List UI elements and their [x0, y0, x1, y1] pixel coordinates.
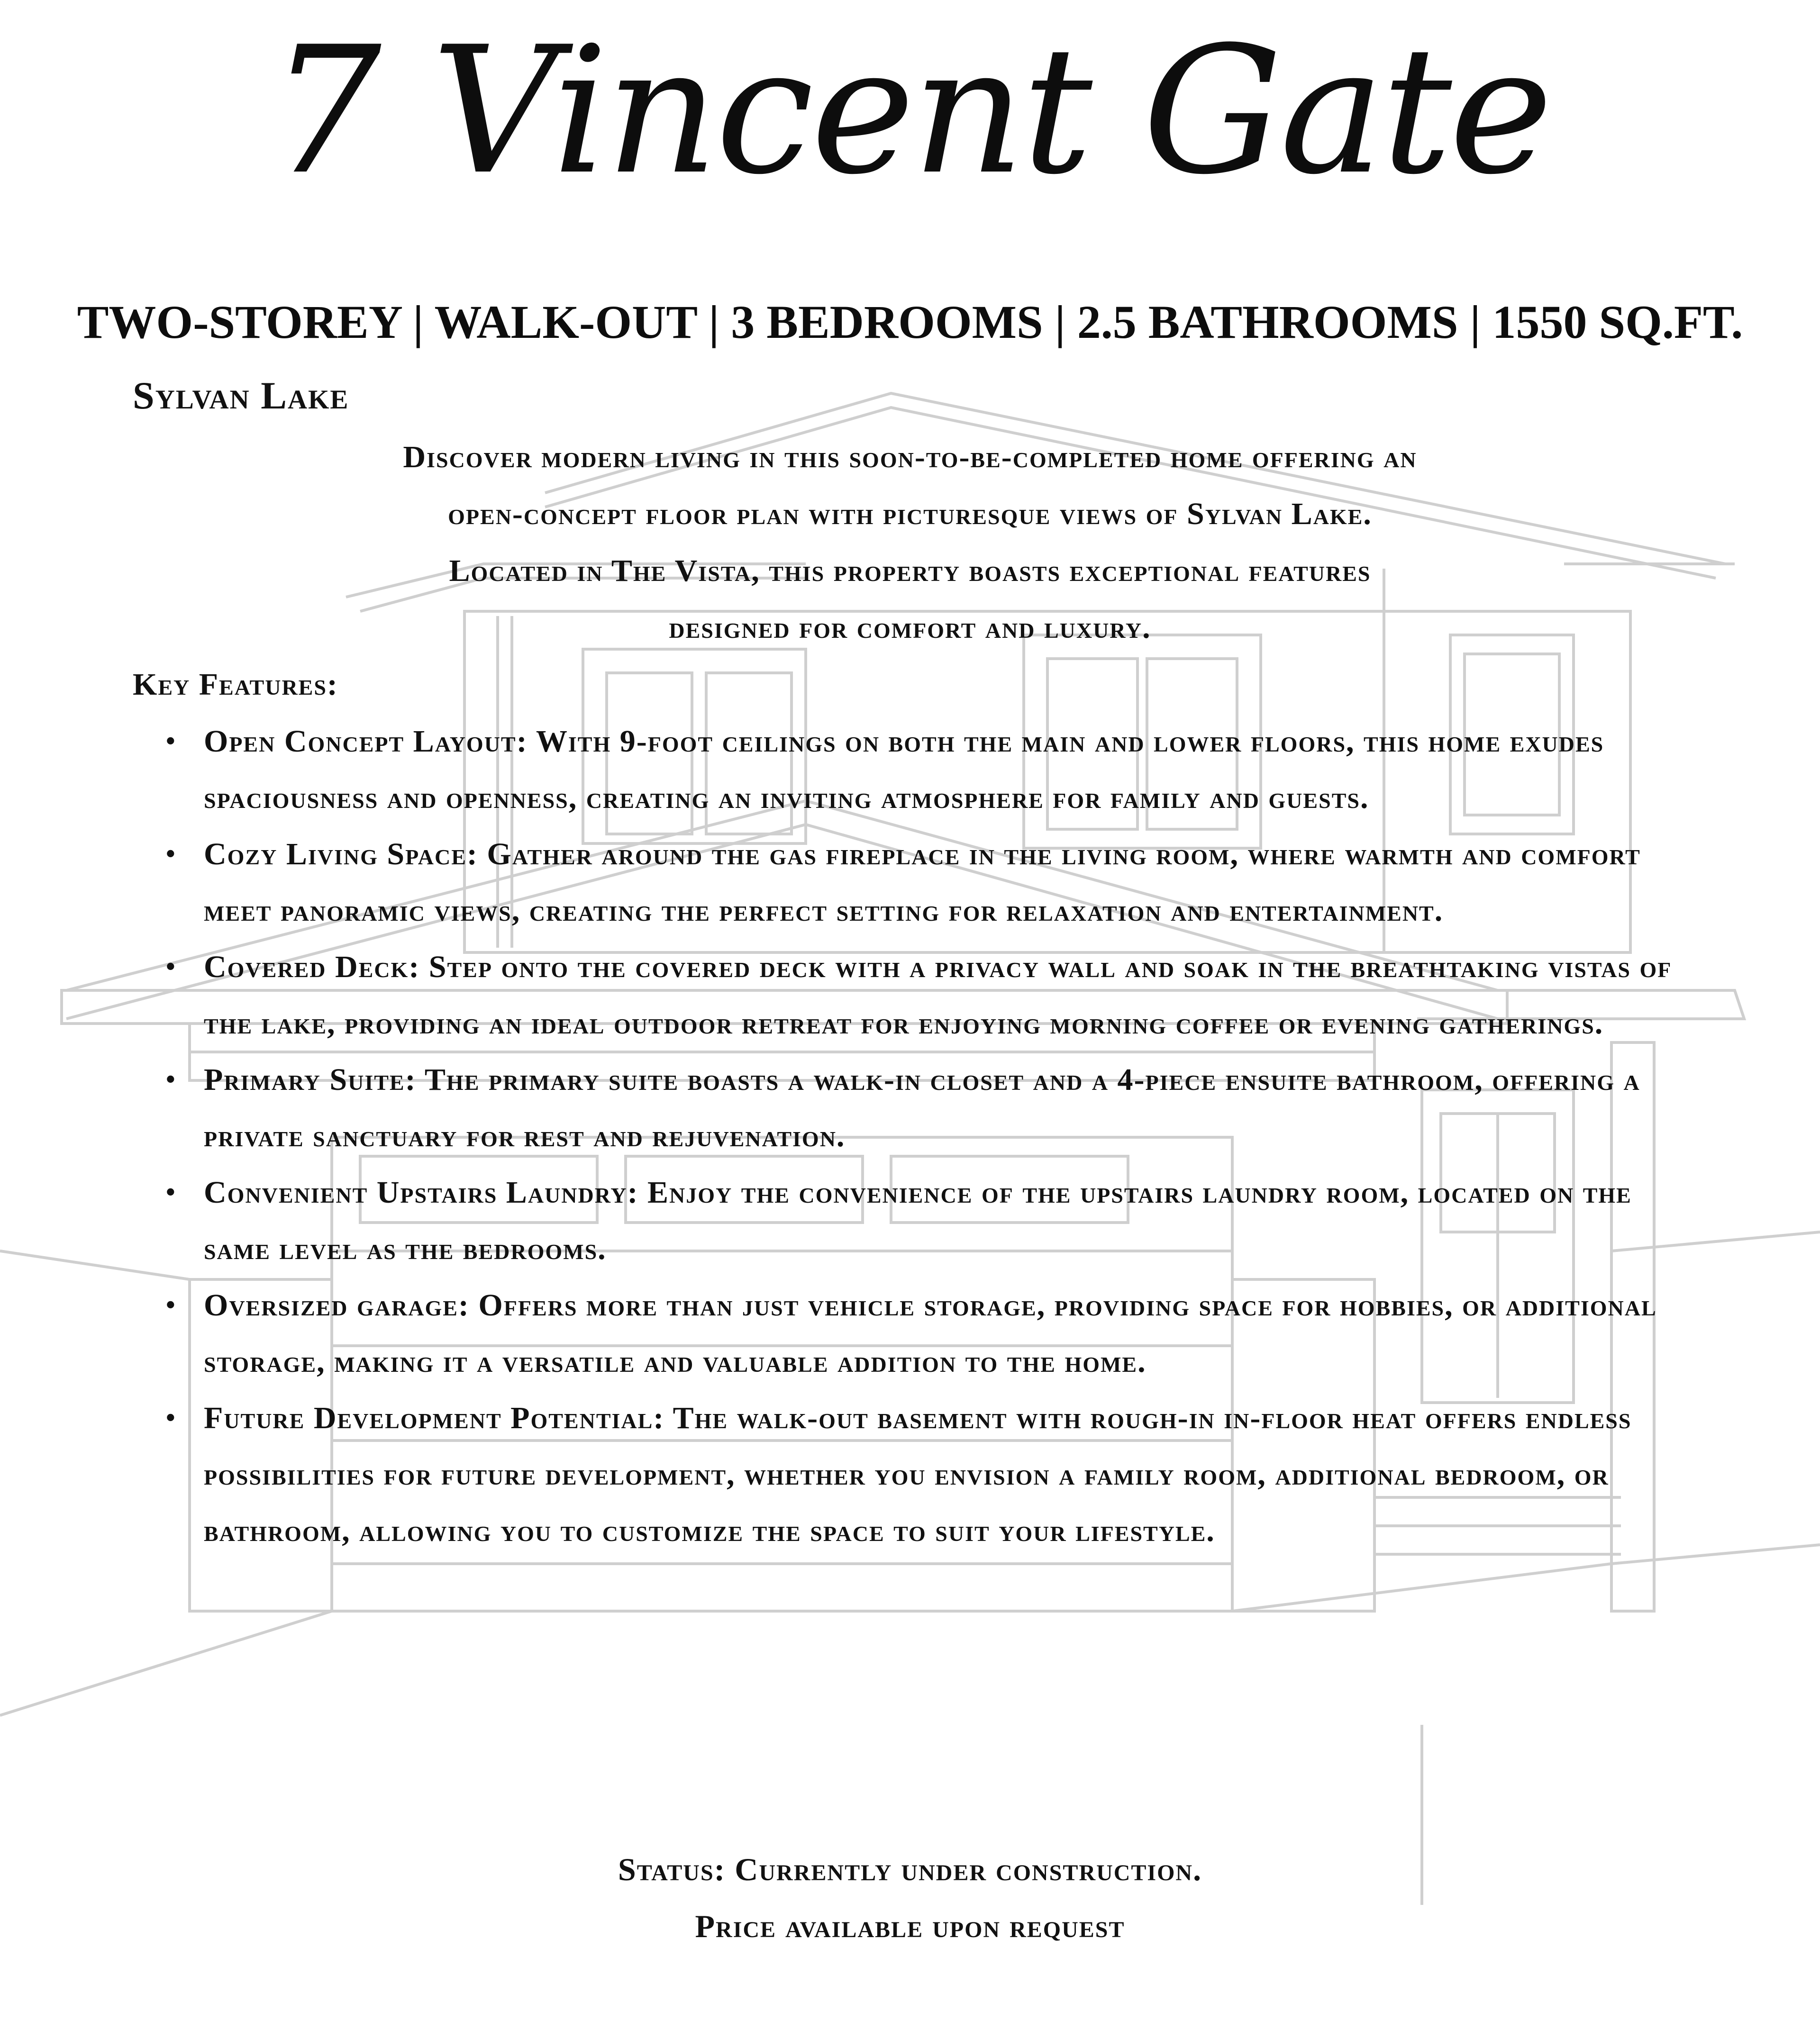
- bullet-icon: •: [166, 839, 176, 869]
- feature-label: Cozy Living Space:: [204, 837, 478, 871]
- feature-item: [166, 826, 1697, 939]
- feature-item: [166, 1390, 1697, 1559]
- feature-item: [166, 939, 1697, 1051]
- status-line: Status: Currently under construction.: [618, 1851, 1202, 1887]
- property-specs: TWO-STOREY | WALK-OUT | 3 BEDROOMS | 2.5 BATHROOMS | 1550 SQ.FT.: [77, 296, 1743, 348]
- intro-line: Located in The Vista, this property boasts exceptional features: [449, 553, 1371, 588]
- intro-paragraph: [256, 429, 1564, 656]
- feature-text: The primary suite boasts a walk-in closet and a 4-piece ensuite bathroom, offering a private sanctuary for rest and rejuvenation.: [204, 1062, 1640, 1153]
- feature-label: Primary Suite:: [204, 1062, 417, 1097]
- property-title: 7 Vincent Gate: [270, 9, 1550, 213]
- bullet-icon: •: [166, 1290, 176, 1320]
- intro-line: Discover modern living in this soon-to-be-completed home offering an: [403, 440, 1417, 474]
- feature-item: [166, 1051, 1697, 1164]
- features-list: [166, 713, 1697, 1559]
- feature-text: Offers more than just vehicle storage, providing space for hobbies, or additional storage, making it a versatile and valuable addition to the home.: [204, 1288, 1657, 1379]
- feature-text: Step onto the covered deck with a privacy wall and soak in the breathtaking vistas of the lake, providing an ideal outdoor retreat for enjoying morning coffee or evening gatherings.: [204, 950, 1672, 1041]
- feature-item: [166, 1164, 1697, 1277]
- bullet-icon: •: [166, 1403, 176, 1432]
- bullet-icon: •: [166, 952, 176, 981]
- feature-label: Covered Deck:: [204, 950, 420, 984]
- feature-label: Open Concept Layout:: [204, 724, 528, 759]
- key-features-heading: Key Features:: [133, 667, 338, 702]
- feature-item: [166, 1277, 1697, 1390]
- feature-label: Oversized garage:: [204, 1288, 470, 1323]
- bullet-icon: •: [166, 1065, 176, 1094]
- intro-line: designed for comfort and luxury.: [669, 610, 1151, 645]
- location-label: Sylvan Lake: [133, 374, 349, 417]
- feature-item: [166, 713, 1697, 826]
- intro-line: open-concept floor plan with picturesque views of Sylvan Lake.: [448, 497, 1372, 531]
- feature-text: With 9-foot ceilings on both the main and lower floors, this home exudes spaciousness and openness, creating an inviting atmosphere for family and guests.: [204, 724, 1604, 815]
- feature-text: Enjoy the convenience of the upstairs laundry room, located on the same level as the bedrooms.: [204, 1175, 1632, 1266]
- feature-label: Future Development Potential:: [204, 1401, 665, 1435]
- feature-label: Convenient Upstairs Laundry:: [204, 1175, 639, 1210]
- feature-text: Gather around the gas fireplace in the living room, where warmth and comfort meet panoramic views, creating the perfect setting for relaxation and entertainment.: [204, 837, 1641, 928]
- price-line: Price available upon request: [695, 1908, 1125, 1944]
- feature-text: The walk-out basement with rough-in in-floor heat offers endless possibilities for future development, whether you envision a family room, additional bedroom, or bathroom, allowing you to customize the space to suit your lifestyle.: [204, 1401, 1632, 1548]
- bullet-icon: •: [166, 1178, 176, 1207]
- bullet-icon: •: [166, 726, 176, 756]
